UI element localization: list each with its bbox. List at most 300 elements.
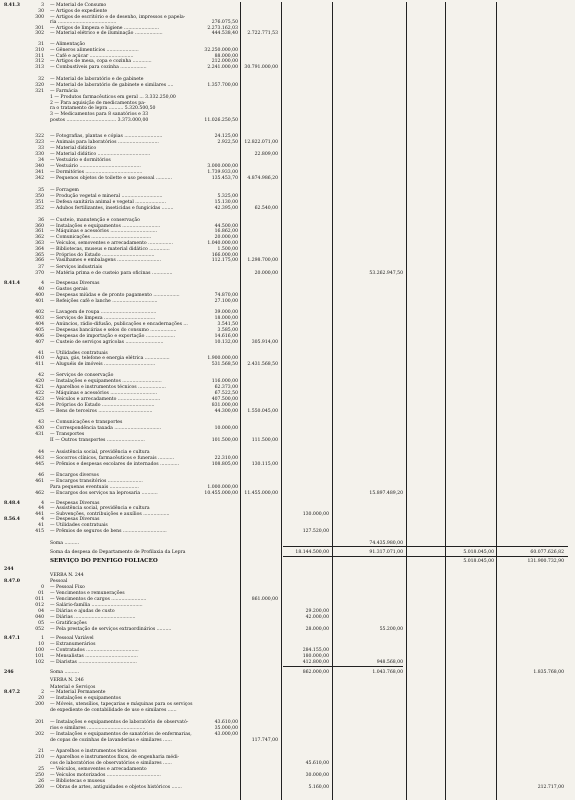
row-amount: 131.900.732,90 [527, 559, 564, 564]
row-amount: 62.373,00 [214, 385, 238, 390]
row-number: 321 [35, 89, 44, 94]
row-description: 2 — Para aquisição de medicamentos pa- [50, 101, 146, 106]
row-description: — Socorros clínicos, farmacêuticos e funerais ........... [50, 456, 175, 461]
row-amount: 74.870,00 [214, 293, 238, 298]
row-number: 364 [35, 247, 44, 252]
row-number: 401 [35, 299, 44, 304]
row-code: 8.47.1 [4, 636, 20, 641]
row-amount: 45.610,00 [305, 761, 329, 766]
row-number: 44 [38, 450, 44, 455]
row-code: 8.41.3 [4, 3, 20, 8]
row-code: 8.41.4 [4, 281, 20, 286]
row-description: SERVIÇO DO PENFIGO FOLIACEO [50, 558, 158, 564]
row-description: — Extranumerários [50, 642, 96, 647]
row-amount: 10.000,00 [214, 426, 238, 431]
row-description: — Farmácia [50, 89, 78, 94]
row-number: 411 [35, 362, 44, 367]
row-number: 441 [35, 512, 44, 517]
row-number: 423 [35, 397, 44, 402]
row-amount: 284.155,00 [302, 648, 329, 653]
row-amount: 3.541,50 [217, 322, 238, 327]
row-number: 31 [38, 42, 44, 47]
row-number: 420 [35, 379, 44, 384]
row-number: 01 [38, 591, 44, 596]
row-description: — Custeio, manutenção e conservação [50, 218, 140, 223]
row-amount: 62.540,00 [254, 206, 278, 211]
row-description: cos de laboratórios de observatórios e similares ...... [50, 761, 172, 766]
row-description: — Encargos transitórios ........................ [50, 479, 143, 484]
row-number: 35 [38, 188, 44, 193]
row-description: — Prêmios de seguros de bens .............................. [50, 529, 167, 534]
row-amount: 407.500,00 [211, 397, 238, 402]
row-amount: 305.914,00 [251, 340, 278, 345]
row-amount: 1.900.000,00 [207, 356, 238, 361]
row-amount: 111.500,00 [251, 438, 278, 443]
row-amount: 5.018.045,00 [463, 550, 494, 555]
row-description: — Combustíveis para cozinha .................. [50, 65, 147, 70]
row-amount: 44.500,00 [214, 224, 238, 229]
row-amount: 1.357.700,00 [207, 83, 238, 88]
row-number: 21 [38, 749, 44, 754]
row-number: 011 [35, 597, 44, 602]
row-amount: 2.722.771,53 [247, 31, 278, 36]
row-amount: 130.115,00 [251, 462, 278, 467]
row-code: 8.56.4 [4, 517, 20, 522]
row-description: — Despesas Diversas [50, 517, 100, 522]
row-number: 323 [35, 140, 44, 145]
row-description: — Produção vegetal e mineral ............................ [50, 194, 163, 199]
row-description: postos .................................. 3.373.000,00 [50, 118, 149, 123]
row-number: 0 [41, 585, 44, 590]
ledger-row [0, 558, 575, 565]
ledger-row [0, 437, 575, 444]
row-number: 100 [35, 648, 44, 653]
row-description: — Instalações e equipamentos .......................... [50, 224, 161, 229]
row-description: — Máquinas e acessórios ................................ [50, 391, 158, 396]
row-number: 4 [41, 517, 44, 522]
row-amount: 948.568,00 [376, 660, 403, 665]
row-amount: 55.200,00 [379, 627, 403, 632]
row-number: 430 [35, 426, 44, 431]
row-number: 351 [35, 200, 44, 205]
row-number: 313 [35, 65, 44, 70]
row-number: 425 [35, 409, 44, 414]
row-description: de copas de cozinhas de lavanderias e similares ...... [50, 738, 172, 743]
row-description: — Despesas bancárias e selos do consumo .................. [50, 328, 177, 333]
row-amount: 35.000,00 [214, 726, 238, 731]
row-amount: 127.520,00 [302, 529, 329, 534]
row-description: — Bibliotecas, museus e material didático .............. [50, 247, 170, 252]
row-number: 312 [35, 59, 44, 64]
row-description: — Diaristas ........................................ [50, 660, 137, 665]
row-description: — Encargos diversos [50, 473, 99, 478]
row-amount: 212.717,00 [537, 785, 564, 790]
row-number: 365 [35, 253, 44, 258]
row-number: 41 [38, 351, 44, 356]
row-amount: 531.568,50 [211, 362, 238, 367]
ledger-row [0, 669, 575, 676]
row-amount: 3.000.000,00 [207, 164, 238, 169]
row-description: — Despesas miúdas e de pronto pagamento .................. [50, 293, 180, 298]
row-amount: 29.200,00 [305, 609, 329, 614]
row-description: — Instalações e equipamentos [50, 696, 121, 701]
row-number: 330 [35, 152, 44, 157]
row-description: — Lavagem de roupa ...................................... [50, 310, 157, 315]
row-description: — Diárias e ajudas de custo [50, 609, 115, 614]
row-amount: 831.000,00 [211, 403, 238, 408]
row-amount: 5.018.045,00 [463, 559, 494, 564]
row-description: — Vencimentos de cargos ........................ [50, 597, 147, 602]
row-number: 260 [35, 785, 44, 790]
row-description: Soma .......... [50, 670, 80, 675]
row-number: 05 [38, 621, 44, 626]
row-number: 10 [38, 642, 44, 647]
row-number: 445 [35, 462, 44, 467]
ledger-row [0, 298, 575, 305]
row-amount: 16.862,00 [214, 229, 238, 234]
row-number: 431 [35, 432, 44, 437]
row-code: 246 [4, 670, 14, 675]
row-amount: 1.550.045,00 [247, 409, 278, 414]
row-description: — Vestuário e dormitórios [50, 158, 111, 163]
ledger-row [0, 490, 575, 497]
row-description: — Instalações e equipamentos de laboratório de observató- [50, 720, 189, 725]
row-description: — Pela prestação de serviços extraordinários .......... [50, 627, 172, 632]
row-description: Para pequenas eventuais .................... [50, 485, 139, 490]
row-description: — Veículos motorizados ..................................... [50, 773, 161, 778]
row-number: 402 [35, 310, 44, 315]
row-number: 33 [38, 146, 44, 151]
row-amount: 108.805,00 [211, 462, 238, 467]
row-number: 310 [35, 48, 44, 53]
ledger-row [0, 677, 575, 684]
row-description: Pessoal [50, 579, 68, 584]
row-description: VERBA N. 244 [50, 573, 84, 578]
row-number: 20 [38, 696, 44, 701]
row-description: — Prêmios e despesas escolares de internados ............. [50, 462, 180, 467]
row-description: — Comunicações ......................................... [50, 235, 152, 240]
row-number: 424 [35, 403, 44, 408]
row-number: 421 [35, 385, 44, 390]
row-amount: 88.000,00 [214, 54, 238, 59]
row-description: — Comunicações e transportes [50, 420, 123, 425]
row-number: 360 [35, 224, 44, 229]
row-amount: 42.395,00 [214, 206, 238, 211]
row-description: — Gastos gerais [50, 287, 88, 292]
row-description: — Despesas Diversas [50, 281, 100, 286]
row-description: — Instalações e equipamentos de sanatórios de enfermarias, [50, 732, 192, 737]
row-number: 340 [35, 164, 44, 169]
row-description: 3 — Medicamentos para 8 sanatórios e 33 [50, 112, 149, 117]
ledger-row [0, 270, 575, 277]
row-amount: 276.075,50 [211, 20, 238, 25]
row-description: II — Outros transportes .......................... [50, 438, 145, 443]
row-description: — Matéria prima e de custeio para oficinas .............. [50, 271, 173, 276]
row-amount: 1.043.768,00 [372, 670, 403, 675]
row-number: 415 [35, 529, 44, 534]
row-amount: 10.132,00 [214, 340, 238, 345]
row-number: 41 [38, 523, 44, 528]
row-amount: 15.897.489,20 [369, 491, 403, 496]
row-amount: 20.000,00 [214, 235, 238, 240]
row-amount: 44.300,00 [214, 409, 238, 414]
row-amount: 1.739.933,00 [207, 170, 238, 175]
ledger-row [0, 408, 575, 415]
row-description: — Gêneros alimentícios ...................... [50, 48, 139, 53]
row-number: 443 [35, 456, 44, 461]
row-number: 361 [35, 229, 44, 234]
row-description: — Adubos fertilizantes, inseticidas e fungicidas ........ [50, 206, 174, 211]
row-number: 30 [38, 9, 44, 14]
row-amount: 2.922,50 [217, 140, 238, 145]
row-description: rios e similares ........................................ [50, 726, 146, 731]
ledger-row [0, 784, 575, 791]
row-description: — Veículos, semoventes e arrecadamento ................. [50, 241, 173, 246]
row-number: 410 [35, 356, 44, 361]
row-number: 422 [35, 391, 44, 396]
row-number: 32 [38, 77, 44, 82]
row-number: 352 [35, 206, 44, 211]
row-amount: 60.077.626,82 [530, 550, 564, 555]
row-amount: 30.000,00 [305, 773, 329, 778]
row-amount: 101.500,00 [211, 438, 238, 443]
row-description: — Material didático [50, 146, 97, 151]
row-amount: 444.538,40 [211, 31, 238, 36]
row-amount: 39.000,00 [214, 310, 238, 315]
row-number: 2 [41, 690, 44, 695]
row-description: de expediente de contabilidade de uso e similares ...... [50, 708, 177, 713]
row-description: — Bibliotecas e museus [50, 779, 106, 784]
row-description: — Transportes [50, 432, 85, 437]
row-number: 302 [35, 31, 44, 36]
ledger-row [0, 30, 575, 37]
row-number: 363 [35, 241, 44, 246]
ledger-row [0, 117, 575, 124]
row-number: 322 [35, 134, 44, 139]
row-number: 36 [38, 218, 44, 223]
row-number: 404 [35, 322, 44, 327]
row-description: — Instalações e equipamentos ........................... [50, 379, 162, 384]
row-description: — Pessoal Variável [50, 636, 94, 641]
row-amount: 20.000,00 [254, 271, 278, 276]
row-description: — Subvenções, contribuições e auxílios .................. [50, 512, 170, 517]
row-number: 3 [41, 3, 44, 8]
row-number: 101 [35, 654, 44, 659]
row-number: 1 [41, 636, 44, 641]
row-description: — Artigos de mesa, copa e cozinha ............. [50, 59, 152, 64]
row-amount: 10.455.000,00 [204, 491, 238, 496]
row-description: — Utilidades contratuais [50, 351, 108, 356]
row-description: — Encargos dos serviços na leprosaria ........... [50, 491, 158, 496]
row-number: 34 [38, 158, 44, 163]
row-description: — Máquinas e acessórios ................................ [50, 229, 158, 234]
row-amount: 15.130,00 [214, 200, 238, 205]
ledger-row [0, 540, 575, 547]
ledger-row [0, 626, 575, 633]
row-description: — Artigos de escritório e de desenho, impressos e papela- [50, 15, 186, 20]
row-amount: 14.616,00 [214, 334, 238, 339]
row-amount: 135.453,70 [211, 176, 238, 181]
ledger-row [0, 361, 575, 368]
row-amount: 116.000,00 [211, 379, 238, 384]
row-amount: 112.175,00 [211, 258, 238, 263]
row-description: — Artigos de expediente [50, 9, 108, 14]
row-amount: 18.000,00 [214, 316, 238, 321]
row-amount: 3.585,00 [217, 328, 238, 333]
row-amount: 180.000,00 [302, 654, 329, 659]
row-description: — Mensalistas .................................... [50, 654, 138, 659]
row-amount: 1.040.000,00 [207, 241, 238, 246]
row-amount: 22.310,00 [214, 456, 238, 461]
row-description: — Contratados .................................... [50, 648, 139, 653]
row-amount: 130.000,00 [302, 512, 329, 517]
row-number: 407 [35, 340, 44, 345]
row-description: Soma da despesa do Departamento de Profilaxia da Lepra [50, 550, 186, 555]
row-description: — Material de laboratório de gabinete e similares .... [50, 83, 174, 88]
row-amount: 27.100,00 [214, 299, 238, 304]
row-description: — Dormitórios ....................................... [50, 170, 143, 175]
row-description: — Vencimentos e remunerações [50, 591, 125, 596]
row-number: 012 [35, 603, 44, 608]
ledger-row [0, 175, 575, 182]
row-amount: 2.241.000,00 [207, 65, 238, 70]
row-number: 40 [38, 287, 44, 292]
row-number: 102 [35, 660, 44, 665]
row-number: 461 [35, 479, 44, 484]
row-description: — Artigos de limpeza e higiene ........................ [50, 26, 160, 31]
row-amount: 74.435.980,00 [369, 541, 403, 546]
ledger-row [0, 528, 575, 535]
row-amount: 11.026.250,50 [204, 118, 238, 123]
row-number: 311 [35, 54, 44, 59]
row-number: 341 [35, 170, 44, 175]
row-number: 040 [35, 615, 44, 620]
row-number: 26 [38, 779, 44, 784]
row-amount: 1.500,00 [217, 247, 238, 252]
row-amount: 117.747,00 [251, 738, 278, 743]
row-description: — Forragem [50, 188, 79, 193]
row-description: — Despesas Diversas [50, 501, 100, 506]
row-number: 4 [41, 281, 44, 286]
row-number: 42 [38, 373, 44, 378]
row-number: 25 [38, 767, 44, 772]
row-amount: 32.250.000,00 [204, 48, 238, 53]
row-amount: 1.835.768,00 [533, 670, 564, 675]
ledger-row [0, 659, 575, 666]
row-description: — Despesas de importação e exportação .................... [50, 334, 176, 339]
row-description: — Material didático .................................... [50, 152, 151, 157]
row-description: — Fotografias, plantas e cópias .......................... [50, 134, 163, 139]
row-description: — Material de laboratório e de gabinete [50, 77, 144, 82]
row-description: — Aparelhos e instrumentos técnicos ................... [50, 385, 166, 390]
row-amount: 5.160,00 [308, 785, 329, 790]
row-number: 201 [35, 720, 44, 725]
row-number: 405 [35, 328, 44, 333]
row-amount: 4.874.986,20 [247, 176, 278, 181]
row-description: Soma .......... [50, 541, 80, 546]
row-code: 244 [4, 567, 14, 572]
row-description: — Material de Consumo [50, 3, 107, 8]
row-description: — Veículos, semoventes e arrecadamento [50, 767, 147, 772]
row-amount: 11.455.000,00 [244, 491, 278, 496]
row-description: — Pessoal Fixo [50, 585, 85, 590]
row-number: 350 [35, 194, 44, 199]
row-amount: 53.262.947,50 [369, 271, 403, 276]
row-description: — Assistência social, previdência e cultura [50, 506, 150, 511]
row-code: 8.47.0 [4, 579, 20, 584]
row-number: 43 [38, 420, 44, 425]
row-description: — Café e açúcar .............................. [50, 54, 134, 59]
row-description: — Material elétrico e de iluminação ................... [50, 31, 163, 36]
row-code: 8.48.4 [4, 501, 20, 506]
row-description: — Animais para laboratórios ............................ [50, 140, 159, 145]
row-amount: 412.800,00 [302, 660, 329, 665]
row-description: — Refeições café e lanche ............................... [50, 299, 158, 304]
row-amount: 43.000,00 [214, 732, 238, 737]
row-amount: 862.000,00 [302, 670, 329, 675]
row-description: — Obras de artes, antiguidades e objetos históricos ....... [50, 785, 182, 790]
row-number: 04 [38, 609, 44, 614]
row-description: — Serviços de limpeza ................................... [50, 316, 156, 321]
row-amount: 91.317.071,00 [369, 550, 403, 555]
row-amount: 5.325,00 [217, 194, 238, 199]
ledger-row [0, 549, 575, 556]
row-amount: 43.610,00 [214, 720, 238, 725]
row-description: ria ........................................ [50, 20, 117, 25]
row-number: 250 [35, 773, 44, 778]
row-amount: 2.431.568,50 [247, 362, 278, 367]
row-amount: 30.791.000,00 [244, 65, 278, 70]
row-amount: 2.273.162,03 [207, 26, 238, 31]
row-description: — Água, gás, telefone e energia elétrica ................. [50, 356, 170, 361]
ledger-row [0, 707, 575, 714]
row-number: 301 [35, 26, 44, 31]
row-number: 462 [35, 491, 44, 496]
row-code: 8.47.2 [4, 690, 20, 695]
row-amount: 1.298.700,00 [247, 258, 278, 263]
row-amount: 22.809,00 [254, 152, 278, 157]
row-description: — Próprios do Estado .................................... [50, 253, 155, 258]
row-number: 403 [35, 316, 44, 321]
row-description: — Gratificações [50, 621, 87, 626]
row-number: 210 [35, 755, 44, 760]
ledger-row [0, 64, 575, 71]
row-description: — Próprios do Estado .................................... [50, 403, 155, 408]
row-number: 200 [35, 702, 44, 707]
row-amount: 861.000,00 [251, 597, 278, 602]
total-rule [283, 666, 403, 667]
ledger-row [0, 737, 575, 744]
row-description: — Serviços industriais [50, 265, 103, 270]
row-description: — Aluguéis de imóveis ................................... [50, 362, 156, 367]
row-description: — Anúncios, rádio-difusão, publicações e encadernações ... [50, 322, 188, 327]
row-description: — Custeio de serviços agrícolas .......................... [50, 340, 164, 345]
row-description: — Veículos e arrecadamento ............................. [50, 397, 161, 402]
row-number: 4 [41, 501, 44, 506]
ledger-row [0, 205, 575, 212]
row-description: 1 — Produtos farmacêuticos em geral ... 3.332.250,00 [50, 95, 176, 100]
row-number: 320 [35, 83, 44, 88]
row-amount: 18.144.500,00 [295, 550, 329, 555]
row-amount: 1.000.000,00 [207, 485, 238, 490]
row-amount: 42.000,00 [305, 615, 329, 620]
row-number: 366 [35, 258, 44, 263]
row-description: — Pequenos objetos de toilette e uso pessoal ........... [50, 176, 172, 181]
row-number: 342 [35, 176, 44, 181]
row-description: — Defesa sanitária animal e vegetal ..................... [50, 200, 166, 205]
row-description: VERBA N. 246 [50, 678, 84, 683]
row-number: 37 [38, 265, 44, 270]
